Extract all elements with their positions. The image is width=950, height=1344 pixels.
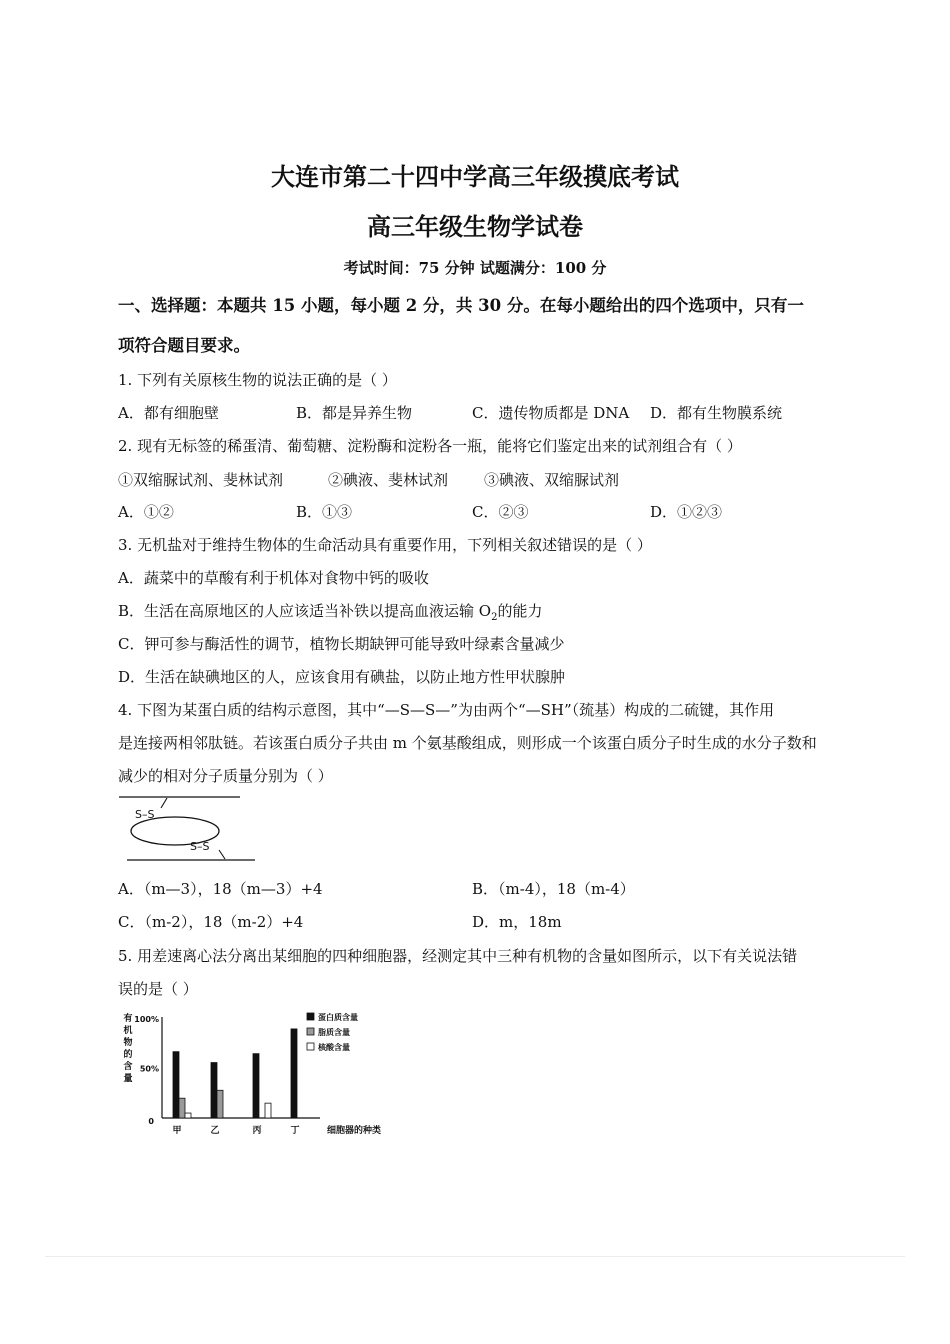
y-tick-label: 100% bbox=[134, 1015, 159, 1024]
top-disulfide-link bbox=[161, 798, 167, 808]
svg-text:有机物的含量 bbox=[123, 1012, 132, 1084]
q3-stem: 3. 无机盐对于维持生物体的生命活动具有重要作用，下列相关叙述错误的是（ ） bbox=[118, 536, 652, 554]
q4-option-c: C．（m-2），18（m-2）+4 bbox=[118, 913, 304, 931]
ylabel-char: 量 bbox=[123, 1074, 133, 1084]
section-heading-line1: 一、选择题：本题共 15 小题，每小题 2 分，共 30 分。在每小题给出的四个选项中，只有一 bbox=[118, 296, 804, 315]
legend-swatch bbox=[307, 1013, 314, 1020]
chart-legend bbox=[307, 1012, 358, 1052]
bar-丙-核酸含量 bbox=[265, 1103, 271, 1118]
q2-option-c: C．②③ bbox=[472, 503, 529, 521]
q2-option-d: D．①②③ bbox=[650, 503, 723, 521]
x-tick-label: 乙 bbox=[210, 1126, 220, 1136]
q4-stem-line3: 减少的相对分子质量分别为（ ） bbox=[118, 767, 333, 785]
q1-option-c: C．遗传物质都是 DNA bbox=[472, 404, 630, 422]
legend-label: 脂质含量 bbox=[318, 1028, 350, 1037]
legend-label: 核酸含量 bbox=[318, 1043, 350, 1052]
ylabel-char: 的 bbox=[123, 1050, 133, 1060]
ylabel-char: 物 bbox=[123, 1038, 133, 1048]
q1-option-b: B．都是异养生物 bbox=[296, 404, 413, 422]
x-tick-label: 甲 bbox=[172, 1126, 182, 1136]
q2-combo-1: ①双缩脲试剂、斐林试剂 bbox=[118, 471, 284, 489]
legend-label: 蛋白质含量 bbox=[318, 1013, 358, 1022]
y-tick-label: 50% bbox=[139, 1064, 159, 1074]
q4-stem-line1: 4. 下图为某蛋白质的结构示意图，其中“—S—S—”为由两个“—SH”（巯基）构成的二硫键，其作用 bbox=[118, 701, 775, 719]
exam-title: 大连市第二十四中学高三年级摸底考试 bbox=[271, 162, 679, 191]
q2-option-b: B．①③ bbox=[296, 503, 353, 521]
q2-combo-3: ③碘液、双缩脲试剂 bbox=[484, 471, 620, 489]
protein-structure-figure bbox=[115, 792, 260, 864]
page-bottom-rule bbox=[45, 1256, 905, 1257]
ylabel-char: 有 bbox=[123, 1014, 133, 1024]
bottom-disulfide-label: S–S bbox=[190, 840, 210, 853]
exam-info: 考试时间：75 分钟 试题满分：100 分 bbox=[343, 259, 607, 277]
exam-subtitle: 高三年级生物学试卷 bbox=[367, 212, 583, 241]
q2-combo-2: ②碘液、斐林试剂 bbox=[328, 471, 449, 489]
legend-swatch bbox=[307, 1028, 314, 1035]
legend-swatch bbox=[307, 1043, 314, 1050]
ylabel-char: 含 bbox=[123, 1062, 133, 1072]
q3-option-b: B．生活在高原地区的人应该适当补铁以提高血液运输 $O_2$的能力 bbox=[118, 602, 543, 623]
q4-option-b: B．（m-4），18（m-4） bbox=[472, 880, 635, 898]
bar-甲-脂质含量 bbox=[179, 1098, 185, 1118]
section-heading-line2: 项符合题目要求。 bbox=[118, 336, 250, 355]
x-tick-label: 丁 bbox=[290, 1126, 300, 1136]
q1-option-d: D．都有生物膜系统 bbox=[650, 404, 783, 422]
q2-stem: 2. 现有无标签的稀蛋清、葡萄糖、淀粉酶和淀粉各一瓶，能将它们鉴定出来的试剂组合有（ ） bbox=[118, 437, 742, 455]
x-tick-label: 丙 bbox=[252, 1126, 262, 1136]
chart-xlabel: 细胞器的种类 bbox=[327, 1126, 382, 1136]
y-tick-label: 0 bbox=[148, 1117, 154, 1126]
organelle-content-chart bbox=[115, 1007, 395, 1142]
q5-stem-line2: 误的是（ ） bbox=[118, 980, 198, 998]
q3-option-d: D．生活在缺碘地区的人，应该食用有碘盐，以防止地方性甲状腺肿 bbox=[118, 668, 566, 686]
bar-甲-核酸含量 bbox=[185, 1113, 191, 1118]
ylabel-char: 机 bbox=[123, 1026, 133, 1036]
bar-丙-蛋白质含量 bbox=[253, 1054, 259, 1118]
q1-stem: 1. 下列有关原核生物的说法正确的是（ ） bbox=[118, 371, 397, 389]
q3-option-a: A．蔬菜中的草酸有利于机体对食物中钙的吸收 bbox=[118, 569, 429, 587]
q3-option-c: C．钾可参与酶活性的调节，植物长期缺钾可能导致叶绿素含量减少 bbox=[118, 635, 565, 653]
q5-stem-line1: 5. 用差速离心法分离出某细胞的四种细胞器，经测定其中三种有机物的含量如图所示，以下有关说法错 bbox=[118, 947, 798, 965]
chart-ylabel bbox=[123, 1012, 132, 1084]
q4-stem-line2: 是连接两相邻肽链。若该蛋白质分子共由 m 个氨基酸组成，则形成一个该蛋白质分子时生成的水分子数和 bbox=[118, 734, 817, 752]
q1-option-a: A．都有细胞壁 bbox=[118, 404, 219, 422]
q4-option-a: A．（m—3），18（m—3）+4 bbox=[118, 880, 323, 898]
bar-甲-蛋白质含量 bbox=[173, 1052, 179, 1118]
bar-乙-蛋白质含量 bbox=[211, 1063, 217, 1118]
q2-option-a: A．①② bbox=[118, 503, 174, 521]
top-disulfide-label: S–S bbox=[135, 808, 155, 821]
bar-乙-脂质含量 bbox=[217, 1090, 223, 1118]
q4-option-d: D．m，18m bbox=[472, 913, 562, 931]
bottom-disulfide-link bbox=[219, 850, 225, 859]
bar-丁-蛋白质含量 bbox=[291, 1029, 297, 1118]
